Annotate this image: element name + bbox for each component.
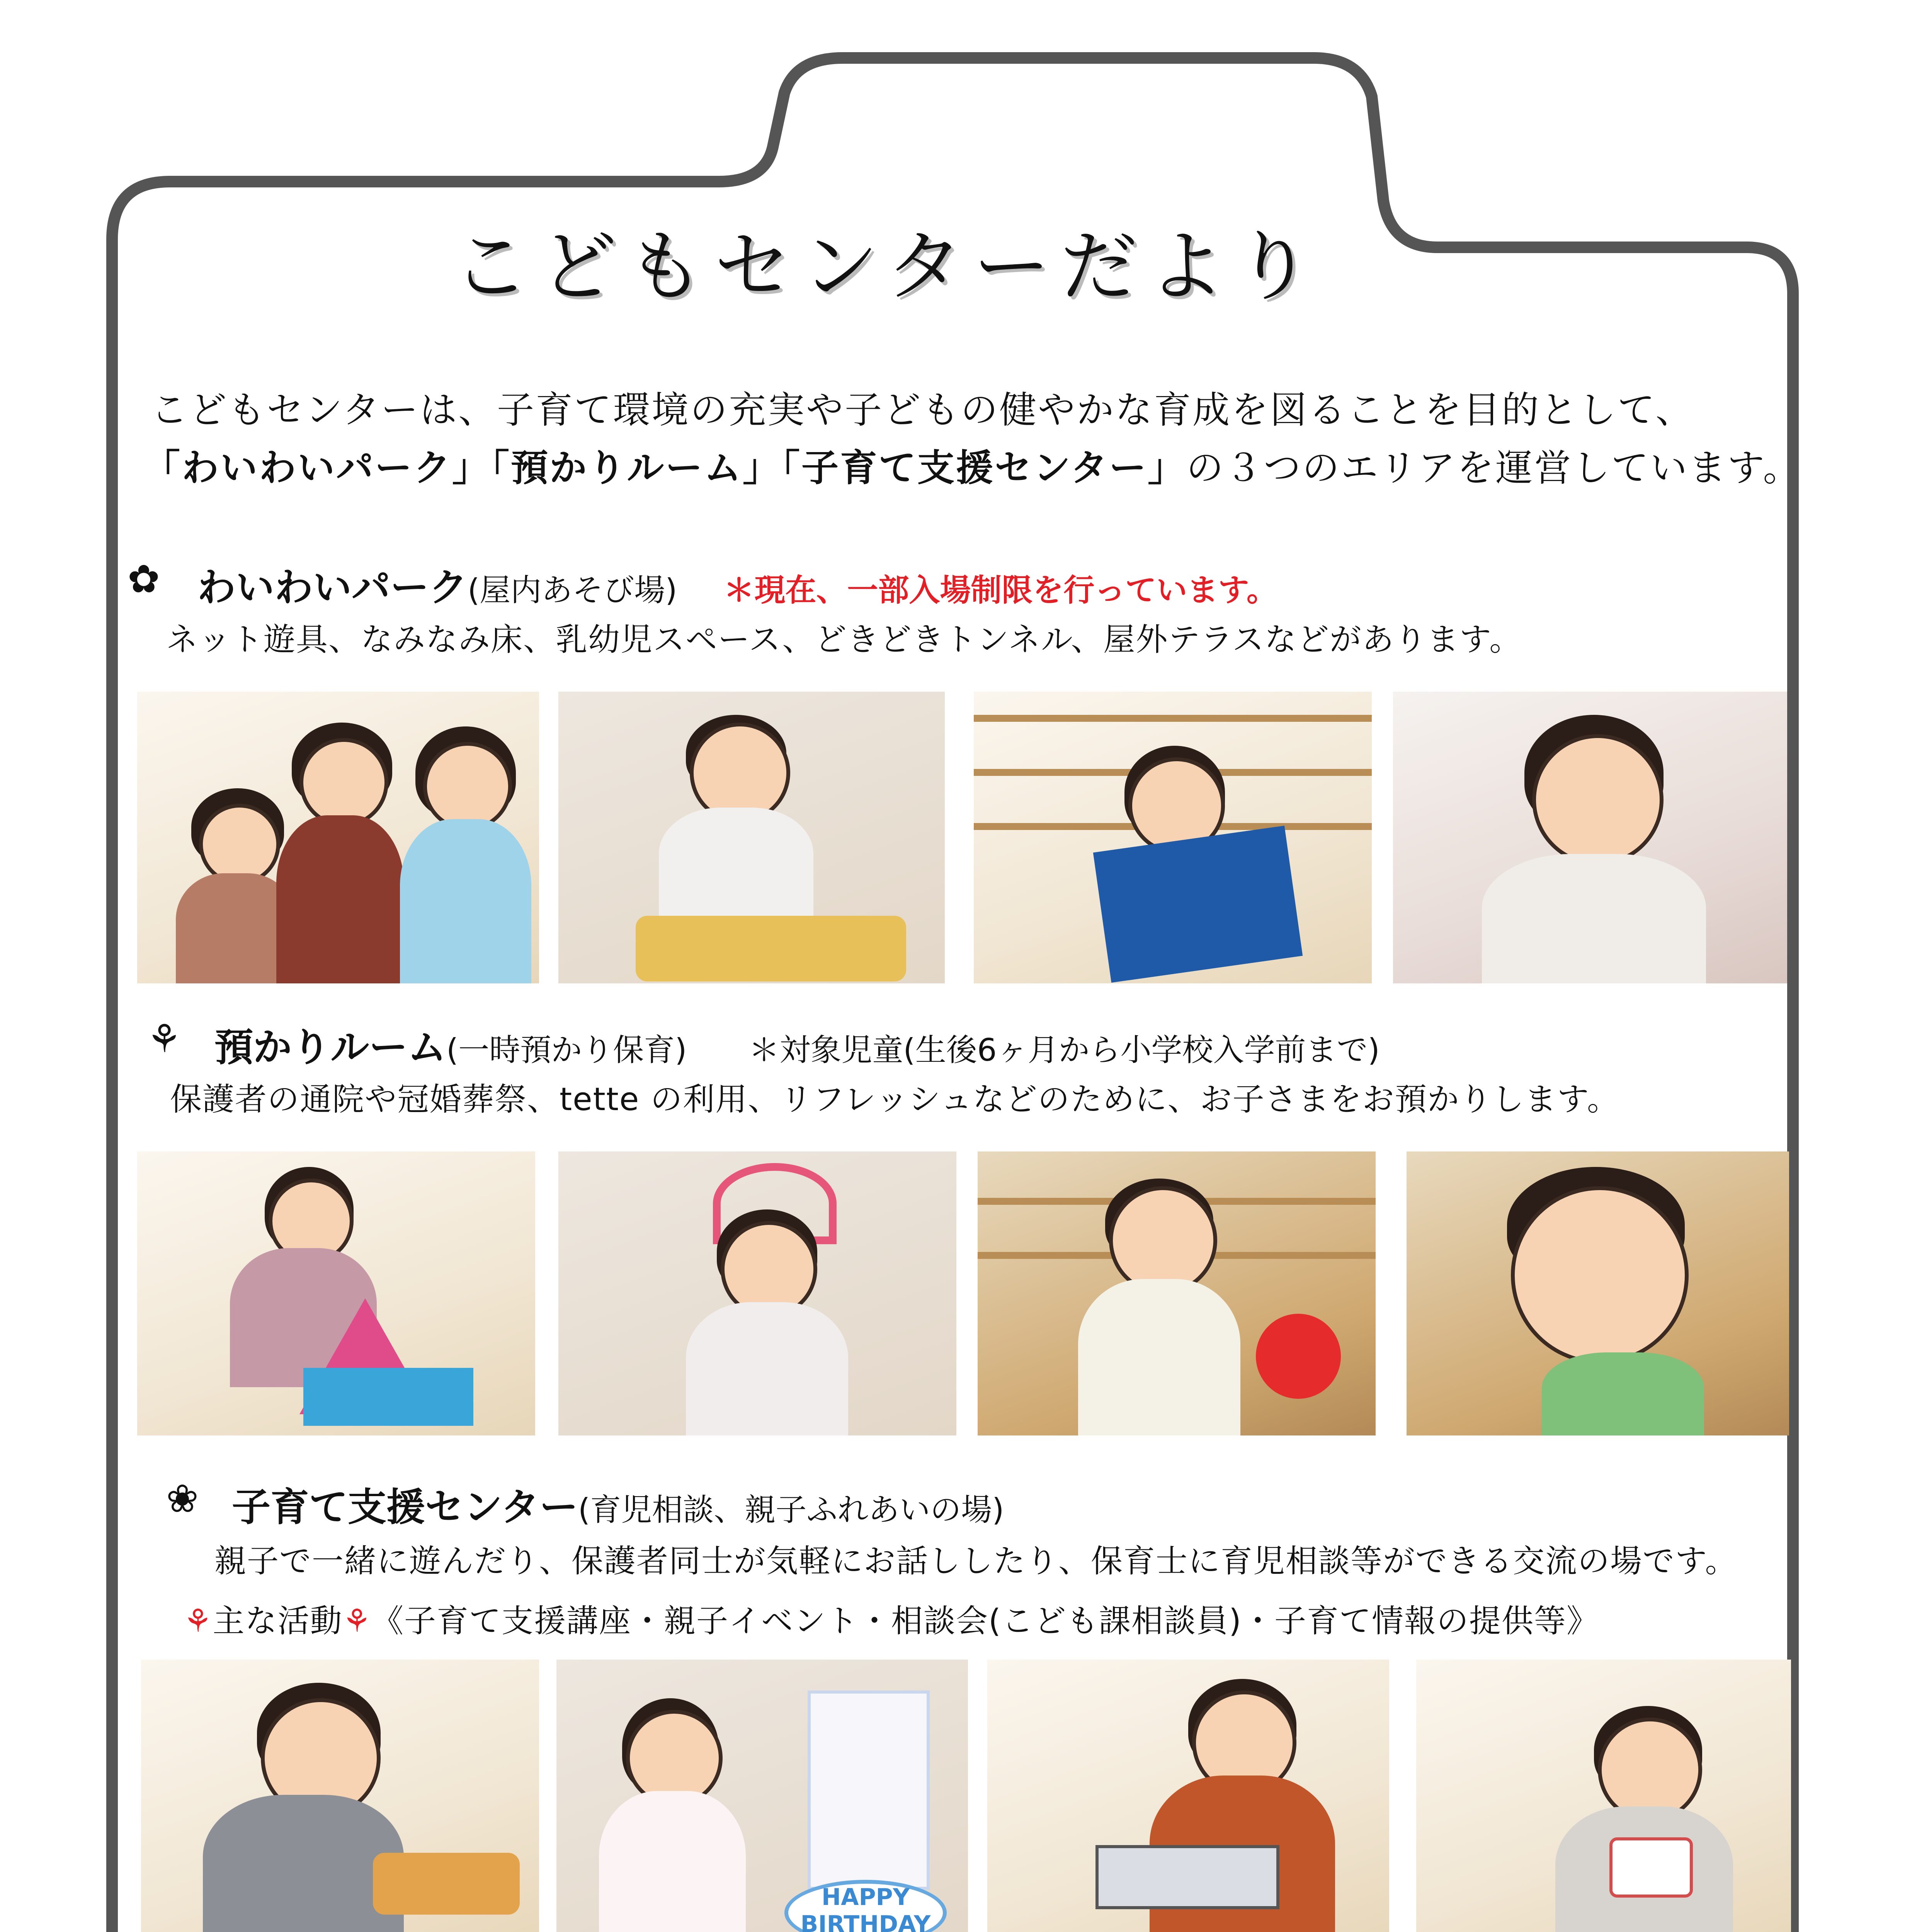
page-title: こどもセンターだより: [452, 222, 1323, 312]
section-1-heading: わいわいパーク: [197, 565, 468, 610]
tulip-icon: ⚘: [147, 1016, 182, 1061]
photo-building-helmet: [558, 1151, 956, 1435]
photo-toy-cup: [1416, 1660, 1791, 1932]
flower-outline-icon: ❀: [166, 1476, 199, 1521]
section-3-header: [232, 1476, 1004, 1532]
intro-line-2-rest: の３つのエリアを運営しています。: [1186, 446, 1802, 490]
happy-birthday-sign: HAPPY BIRTHDAY: [784, 1880, 947, 1932]
section-1-sub: (屋内あそび場): [468, 572, 677, 608]
photo-toy-food: [141, 1660, 539, 1932]
section-2-sub: (一時預かり保育): [446, 1032, 687, 1068]
activities-label: 主な活動: [213, 1603, 343, 1639]
photo-toy-truck: [987, 1660, 1389, 1932]
photo-child-reading: [974, 692, 1372, 983]
photo-smiling-toddler: [1393, 692, 1787, 983]
area-names: 「わいわいパーク」「預かりルーム」「子育て支援センター」: [143, 446, 1187, 490]
tulip-bullet-icon: ⚘: [342, 1603, 372, 1639]
photo-three-children: [137, 692, 539, 983]
photo-baby-bib: [978, 1151, 1376, 1435]
section-1-description: ネット遊具、なみなみ床、乳幼児スペース、どきどきトンネル、屋外テラスなどがあります。: [166, 621, 1522, 658]
intro-line-2: [143, 439, 1802, 492]
flower-icon: ✿: [128, 556, 160, 602]
section-1-header: [197, 556, 1277, 612]
section-3-activities: [184, 1596, 1599, 1641]
section-1-notice: ＊現在、一部入場制限を行っています。: [723, 572, 1278, 608]
photo-toddler-walker: [558, 692, 945, 983]
section-3-sub: (育児相談、親子ふれあいの場): [578, 1492, 1004, 1528]
section-3-description: 親子で一緒に遊んだり、保護者同士が気軽にお話ししたり、保育士に育児相談等ができる交流の場です。: [214, 1543, 1738, 1580]
tulip-bullet-icon: ⚘: [184, 1603, 213, 1639]
section-2-heading: 預かりルーム: [214, 1025, 446, 1070]
photo-magnet-blocks: [137, 1151, 535, 1435]
photo-baby-closeup: [1407, 1151, 1789, 1435]
activities-list: 《子育て支援講座・親子イベント・相談会(こども課相談員)・子育て情報の提供等》: [372, 1603, 1599, 1639]
photo-birthday: [556, 1660, 968, 1932]
section-3-heading: 子育て支援センター: [232, 1485, 578, 1530]
section-2-header: [214, 1016, 1380, 1072]
section-2-notice: ＊対象児童(生後6ヶ月から小学校入学前まで): [748, 1032, 1380, 1068]
section-2-description: 保護者の通院や冠婚葬祭、tette の利用、リフレッシュなどのために、お子さまをお預かりします。: [170, 1081, 1620, 1118]
intro-line-1: こどもセンターは、子育て環境の充実や子どもの健やかな育成を図ることを目的として、: [151, 388, 1694, 432]
